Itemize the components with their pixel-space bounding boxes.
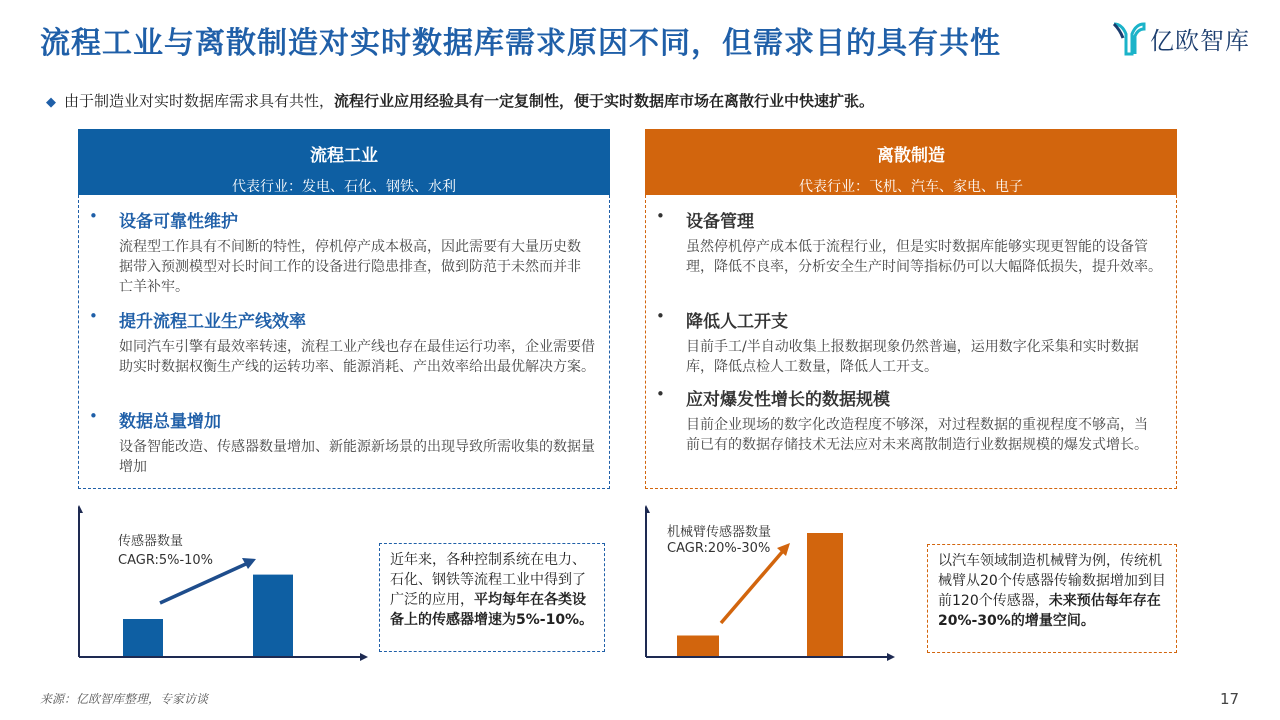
bullet-icon: • <box>656 207 665 225</box>
section-body: 虽然停机停产成本低于流程行业，但是实时数据库能够实现更智能的设备管理，降低不良率，分析安全生产时间等指标仍可以大幅降低损失，提升效率。 <box>686 239 1162 275</box>
chart-cagr: CAGR:5%-10% <box>118 553 214 568</box>
bullet-icon: • <box>89 207 98 225</box>
page-title: 流程工业与离散制造对实时数据库需求原因不同，但需求目的具有共性 <box>40 26 1001 61</box>
sensor-count-chart <box>78 505 368 665</box>
bullet-icon: • <box>656 385 665 403</box>
chart-cagr: CAGR:20%-30% <box>667 541 771 556</box>
discrete-growth-note <box>927 544 1177 653</box>
chart-title: 传感器数量 <box>118 534 184 549</box>
note-text: 以汽车领域制造机械臂为例，传统机械臂从20个传感器传输数据增加到目前120个传感器， <box>938 553 1166 609</box>
section-title: 提升流程工业生产线效率 <box>119 312 306 332</box>
discrete-manufacturing-header <box>645 129 1177 195</box>
sensor-chart-svg <box>78 505 368 665</box>
note-bold-text: 未来预估每年存在20%-30%的增量空间。 <box>938 593 1161 629</box>
bullet-icon: • <box>656 307 665 325</box>
y-axis-arrow <box>645 505 650 513</box>
logo-icon <box>1112 20 1146 56</box>
panel-title: 离散制造 <box>877 146 945 166</box>
panel-title: 流程工业 <box>310 146 378 166</box>
intro-bold-text: 流程行业应用经验具有一定复制性，便于实时数据库市场在离散行业中快速扩张。 <box>334 92 875 110</box>
note-bold-text: 平均每年在各类设备上的传感器增速为5%-10%。 <box>390 592 594 628</box>
intro-line <box>46 90 874 111</box>
panel-subtitle: 代表行业：发电、石化、钢铁、水利 <box>232 179 456 195</box>
bullet-icon: • <box>89 307 98 325</box>
discrete-manufacturing-body <box>645 195 1177 489</box>
section-title: 设备可靠性维护 <box>119 212 238 232</box>
x-axis-arrow <box>887 653 895 661</box>
y-axis-arrow <box>78 505 83 513</box>
section-body: 目前手工/半自动收集上报数据现象仍然普遍，运用数字化采集和实时数据库，降低点检人工数量，降低人工开支。 <box>686 339 1139 375</box>
bar-base <box>677 636 719 657</box>
x-axis-arrow <box>360 653 368 661</box>
panel-subtitle: 代表行业：飞机、汽车、家电、电子 <box>799 179 1023 195</box>
section-title: 数据总量增加 <box>119 412 221 432</box>
logo-text: 亿欧智库 <box>1150 26 1250 55</box>
section-body: 设备智能改造、传感器数量增加、新能源新场景的出现导致所需收集的数据量增加 <box>119 439 595 475</box>
robot-arm-sensor-chart <box>645 505 895 665</box>
page-number: 17 <box>1220 690 1240 708</box>
process-industry-header <box>78 129 610 195</box>
section-body: 目前企业现场的数字化改造程度不够深，对过程数据的重视程度不够高，当前已有的数据存储技术无法应对未来离散制造行业数据规模的爆发式增长。 <box>686 417 1148 453</box>
source-note: 来源：亿欧智库整理，专家访谈 <box>40 692 209 706</box>
bullet-icon: • <box>89 407 98 425</box>
growth-arrow-line <box>721 551 783 623</box>
bar-current <box>807 533 843 656</box>
bar-current <box>253 575 293 656</box>
process-growth-note <box>379 543 605 652</box>
section-body: 流程型工作具有不间断的特性，停机停产成本极高，因此需要有大量历史数据带入预测模型对长时间工作的设备进行隐患排查，做到防范于未然而并非亡羊补牢。 <box>119 239 581 295</box>
intro-text: 由于制造业对实时数据库需求具有共性， <box>64 92 335 110</box>
logo <box>1112 18 1250 58</box>
diamond-bullet-icon: ◆ <box>46 95 56 110</box>
section-title: 降低人工开支 <box>686 312 788 332</box>
bar-base <box>123 619 163 656</box>
section-title: 应对爆发性增长的数据规模 <box>686 390 890 410</box>
process-industry-body <box>78 195 610 489</box>
section-title: 设备管理 <box>686 212 754 232</box>
note-text: 近年来，各种控制系统在电力、石化、钢铁等流程工业中得到了广泛的应用， <box>390 552 586 608</box>
growth-arrow-line <box>160 563 248 603</box>
section-body: 如同汽车引擎有最效率转速，流程工业产线也存在最佳运行功率，企业需要借助实时数据权衡生产线的运转功率、能源消耗、产出效率给出最优解决方案。 <box>119 339 595 375</box>
chart-title: 机械臂传感器数量 <box>667 525 772 540</box>
